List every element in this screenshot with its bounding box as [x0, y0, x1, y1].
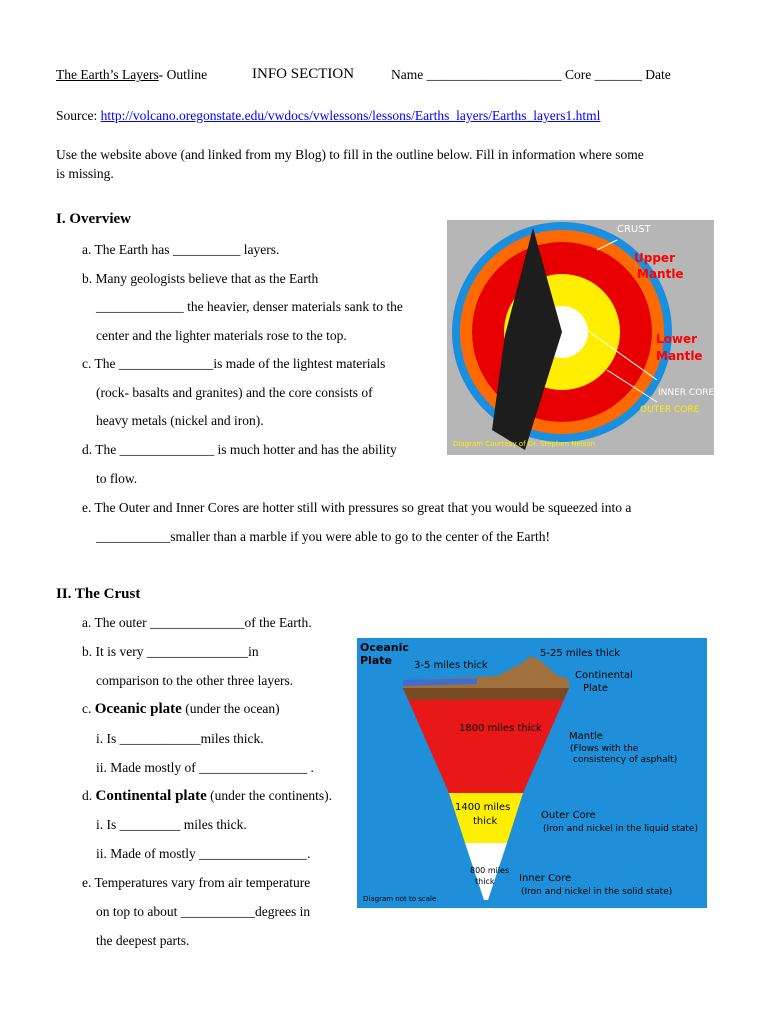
- upper-mantle-label-1: Upper: [634, 251, 675, 265]
- crust-a: a. The outer ______________of the Earth.: [82, 615, 312, 630]
- overview-d-line2: to flow.: [96, 471, 138, 486]
- overview-e-line1: e. The Outer and Inner Cores are hotter still with pressures so great that you would be squeezed into a: [82, 500, 632, 515]
- overview-d-line1: d. The ______________ is much hotter and has the ability: [82, 442, 397, 457]
- worksheet-title: The Earth’s Layers: [56, 67, 159, 82]
- worksheet-header: [56, 67, 207, 83]
- overview-c-line3: heavy metals (nickel and iron).: [96, 413, 264, 428]
- outer-core-thickness-2: thick: [473, 816, 498, 827]
- intro-line-2: is missing.: [56, 166, 114, 181]
- inner-core-thickness-2: thick: [475, 877, 495, 886]
- name-core-date-line: Name ____________________ Core _______ Date: [391, 67, 671, 82]
- source-label: Source:: [56, 108, 98, 123]
- inner-core-note: (Iron and nickel in the solid state): [521, 887, 673, 897]
- intro-line-1: Use the website above (and linked from my Blog) to fill in the outline below. Fill in information where some: [56, 147, 644, 162]
- crust-band: [403, 688, 569, 700]
- diagram-credit: Diagram Courtesy of Dr. Stephen Nelson: [453, 440, 596, 448]
- crust-d-prefix: d.: [82, 788, 96, 803]
- crust-label: CRUST: [617, 224, 651, 235]
- continental-thickness-label: 5-25 miles thick: [540, 648, 621, 659]
- lower-mantle-label-1: Lower: [656, 332, 698, 346]
- crust-c-i: i. Is ____________miles thick.: [96, 731, 264, 746]
- mantle-note-2: consistency of asphalt): [573, 755, 678, 765]
- continental-plate-term: Continental plate: [95, 788, 207, 804]
- oceanic-label-1: Oceanic: [360, 641, 409, 654]
- title-suffix: - Outline: [158, 67, 208, 82]
- oceanic-plate-term: Oceanic plate: [94, 701, 182, 717]
- overview-heading: I. Overview: [56, 211, 131, 227]
- crust-c-suffix: (under the ocean): [181, 701, 280, 716]
- overview-b-line1: b. Many geologists believe that as the Earth: [82, 271, 319, 286]
- overview-e-line2: ___________smaller than a marble if you were able to go to the center of the Earth!: [96, 529, 550, 544]
- overview-c-line2: (rock- basalts and granites) and the core consists of: [96, 385, 373, 400]
- crust-d: [82, 788, 332, 805]
- crust-c: [82, 701, 280, 718]
- overview-c-line1: c. The ______________is made of the lightest materials: [82, 356, 386, 371]
- mantle-label: Mantle: [569, 731, 603, 742]
- mantle-note-1: (Flows with the: [570, 744, 639, 754]
- crust-c-ii: ii. Made mostly of ________________ .: [96, 760, 314, 775]
- diagram2-credit: Diagram not to scale: [363, 895, 437, 903]
- continental-label-1: Continental: [575, 670, 633, 681]
- crust-b-line2: comparison to the other three layers.: [96, 673, 294, 688]
- lower-mantle-label-2: Mantle: [656, 349, 703, 363]
- crust-cross-section-diagram: [357, 638, 707, 908]
- source-line: [56, 108, 600, 124]
- crust-e-line1: e. Temperatures vary from air temperature: [82, 875, 311, 890]
- oceanic-thickness-label: 3-5 miles thick: [414, 660, 488, 671]
- upper-mantle-label-2: Mantle: [637, 267, 684, 281]
- overview-a: a. The Earth has __________ layers.: [82, 242, 280, 257]
- inner-core-label: INNER CORE: [658, 388, 714, 398]
- outer-core-label: Outer Core: [541, 810, 596, 821]
- inner-core-label: Inner Core: [519, 873, 572, 884]
- crust-e-line3: the deepest parts.: [96, 933, 190, 948]
- info-section-label: INFO SECTION: [252, 66, 355, 82]
- crust-heading: II. The Crust: [56, 586, 141, 602]
- outer-core-note: (Iron and nickel in the liquid state): [543, 824, 698, 834]
- earth-layers-diagram: [447, 220, 714, 455]
- crust-e-line2: on top to about ___________degrees in: [96, 904, 311, 919]
- overview-b-line2: _____________ the heavier, denser materials sank to the: [96, 299, 403, 314]
- crust-d-i: i. Is _________ miles thick.: [96, 817, 247, 832]
- crust-c-prefix: c.: [82, 701, 95, 716]
- mantle-thickness-label: 1800 miles thick: [459, 723, 542, 734]
- outer-core-label: OUTER CORE: [640, 405, 700, 415]
- oceanic-label-2: Plate: [360, 654, 392, 667]
- inner-core-thickness-1: 800 miles: [470, 866, 510, 875]
- overview-b-line3: center and the lighter materials rose to the top.: [96, 328, 347, 343]
- crust-b-line1: b. It is very _______________in: [82, 644, 259, 659]
- crust-d-ii: ii. Made of mostly ________________.: [96, 846, 311, 861]
- source-link[interactable]: http://volcano.oregonstate.edu/vwdocs/vwlessons/lessons/Earths_layers/Earths_layers1.html: [100, 108, 601, 123]
- crust-d-suffix: (under the continents).: [206, 788, 332, 803]
- outer-core-thickness-1: 1400 miles: [455, 802, 511, 813]
- continental-label-2: Plate: [583, 683, 609, 694]
